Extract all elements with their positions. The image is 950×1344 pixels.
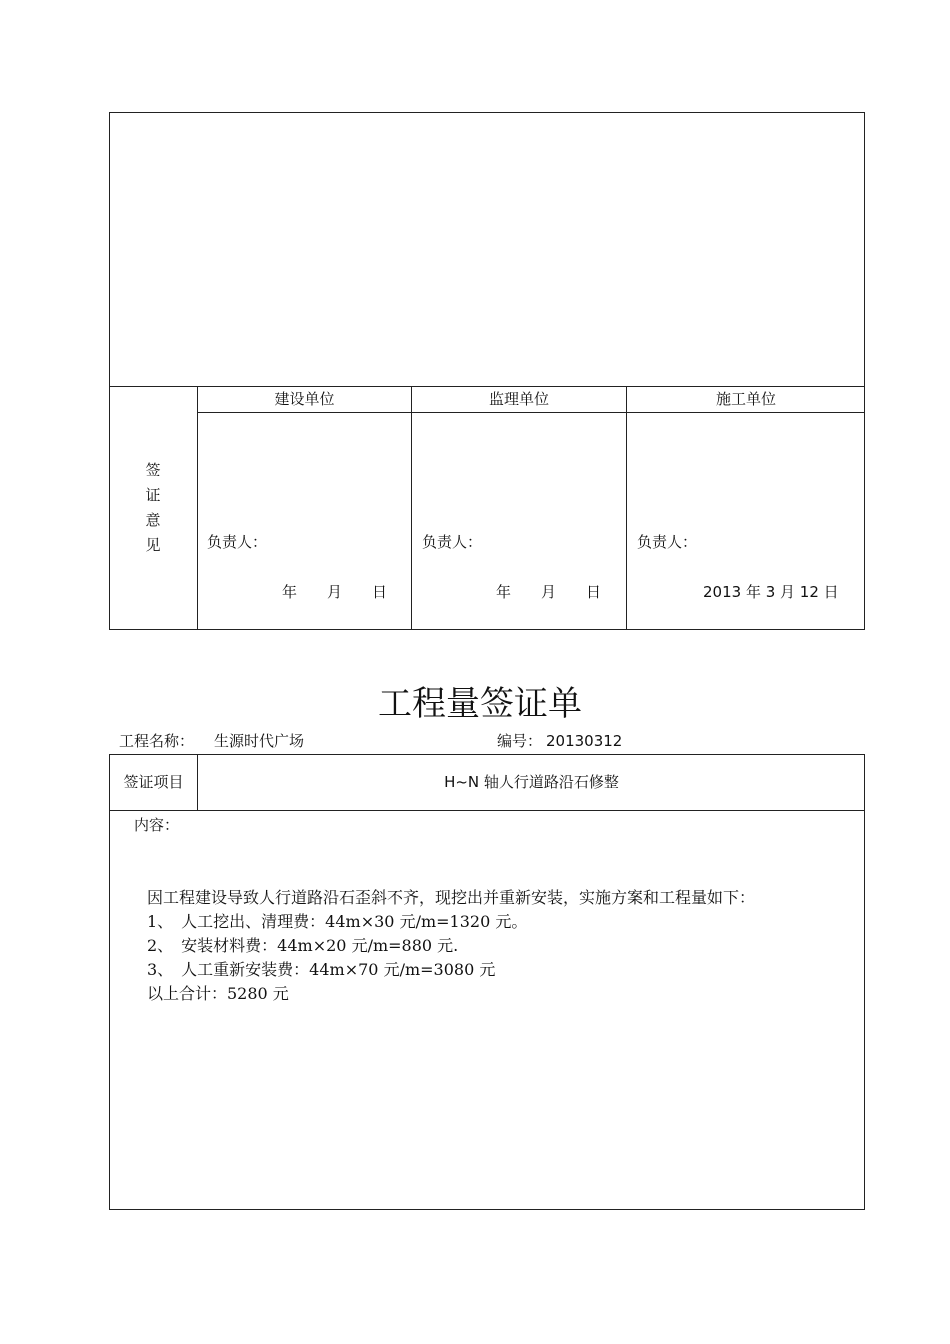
visa-item-value: H~N 轴人行道路沿石修整 [444,773,619,791]
construction-unit-date: 年 月 日 [282,583,388,601]
column-divider-2 [626,386,627,630]
side-label-divider [197,386,198,630]
content-line: 2、 安装材料费：44m×20 元/m=880 元. [147,936,459,955]
project-name-label: 工程名称： [119,732,195,750]
serial-number-label: 编号： [497,732,543,750]
page-title: 工程量签证单 [378,684,582,724]
signature-table [109,112,865,630]
visa-item-label: 签证项目 [123,773,184,791]
construction-unit-person-label: 负责人： [207,533,268,551]
project-name-value: 生源时代广场 [214,732,305,750]
content-label: 内容： [134,816,180,834]
signature-opinion-label: 签 证 意 见 [145,461,161,554]
column-header-construction-unit: 建设单位 [274,390,335,408]
column-divider-1 [411,386,412,630]
signature-header-top-line [109,386,865,387]
supervision-unit-date: 年 月 日 [496,583,602,601]
content-body [147,886,862,1006]
content-line: 以上合计：5280 元 [147,984,289,1003]
content-line: 3、 人工重新安装费：44m×70 元/m=3080 元 [147,960,496,979]
content-line: 1、 人工挖出、清理费：44m×30 元/m=1320 元。 [147,912,528,931]
signature-header-bottom-line [197,412,865,413]
item-row-bottom-line [109,810,865,811]
supervision-unit-person-label: 负责人： [422,533,483,551]
contractor-unit-person-label: 负责人： [637,533,698,551]
content-line: 因工程建设导致人行道路沿石歪斜不齐，现挖出并重新安装，实施方案和工程量如下： [147,888,756,907]
contractor-unit-date: 2013 年 3 月 12 日 [703,583,839,601]
column-header-supervision-unit: 监理单位 [488,390,549,408]
serial-number-value: 20130312 [546,732,623,750]
column-header-contractor-unit: 施工单位 [715,390,776,408]
